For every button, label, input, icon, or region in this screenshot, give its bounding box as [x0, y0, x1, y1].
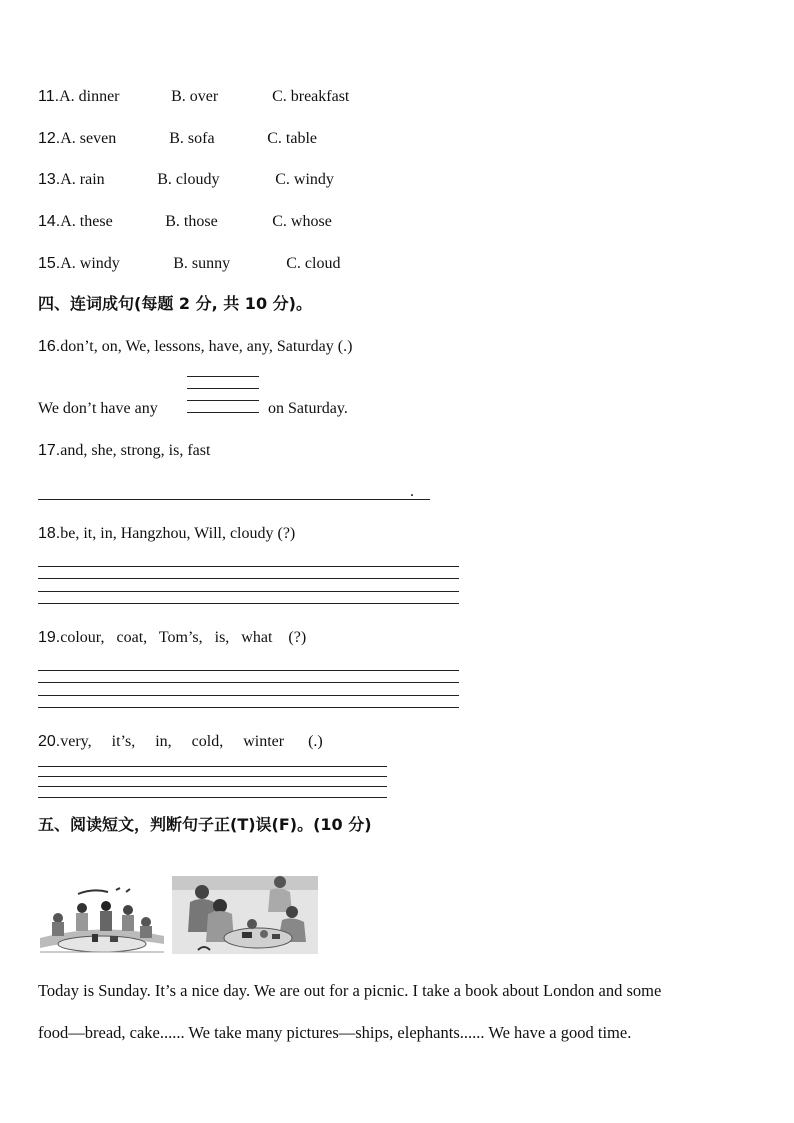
option-a: A. dinner [59, 88, 120, 105]
scrambled-words: and, she, strong, is, fast [60, 442, 211, 459]
question-18-words [38, 524, 295, 544]
option-c: C. table [267, 130, 318, 147]
choice-row-15 [38, 254, 340, 274]
question-16-words [38, 337, 352, 357]
choice-row-11 [38, 87, 349, 107]
question-number: 17. [38, 442, 61, 459]
scrambled-words: be, it, in, Hangzhou, Will, cloudy (?) [60, 525, 296, 542]
option-c: C. breakfast [272, 88, 350, 105]
passage-line-1: Today is Sunday. It’s a nice day. We are out for a picnic. I take a book about London and some [38, 981, 662, 1000]
question-number: 16. [38, 338, 61, 355]
scrambled-words: don’t, on, We, lessons, have, any, Saturday (.) [60, 338, 353, 355]
option-a: A. seven [60, 130, 117, 147]
picnic-illustration-2 [172, 862, 318, 962]
question-20-words [38, 732, 323, 752]
question-number: 12. [38, 130, 61, 147]
answer-prefix-16: We don’t have any [38, 400, 158, 417]
question-number: 15. [38, 255, 61, 272]
choice-row-14 [38, 212, 332, 232]
option-c: C. cloud [286, 255, 341, 272]
option-b: B. sofa [169, 130, 215, 147]
question-number: 14. [38, 213, 61, 230]
answer-blank-16[interactable] [187, 376, 259, 416]
scrambled-words: very, it’s, in, cold, winter (.) [60, 733, 323, 750]
answer-line-17[interactable] [38, 499, 430, 500]
option-a: A. these [60, 213, 113, 230]
option-c: C. windy [275, 171, 334, 188]
passage-line-2: food—bread, cake...... We take many pictures—ships, elephants...... We have a good time. [38, 1023, 632, 1042]
question-17-words [38, 441, 210, 461]
question-number: 20. [38, 733, 61, 750]
section-heading-5: 五、阅读短文，判断句子正(T)误(F)。(10 分) [38, 815, 372, 834]
section-heading-4: 四、连词成句(每题 2 分, 共 10 分)。 [38, 294, 312, 313]
scrambled-words: colour, coat, Tom’s, is, what (?) [60, 629, 307, 646]
choice-row-12 [38, 129, 317, 149]
question-number: 11. [38, 88, 60, 105]
question-number: 18. [38, 525, 61, 542]
option-b: B. cloudy [157, 171, 220, 188]
question-number: 19. [38, 629, 61, 646]
choice-row-13 [38, 170, 334, 190]
end-mark-17: . [410, 483, 414, 500]
reading-passage [38, 970, 758, 1054]
question-number: 13. [38, 171, 61, 188]
answer-suffix-16: on Saturday. [268, 400, 348, 417]
option-a: A. windy [60, 255, 120, 272]
option-c: C. whose [272, 213, 332, 230]
question-19-words [38, 628, 306, 648]
option-b: B. over [171, 88, 219, 105]
option-a: A. rain [60, 171, 105, 188]
option-b: B. those [165, 213, 218, 230]
picnic-illustration-1 [38, 886, 166, 960]
option-b: B. sunny [173, 255, 231, 272]
